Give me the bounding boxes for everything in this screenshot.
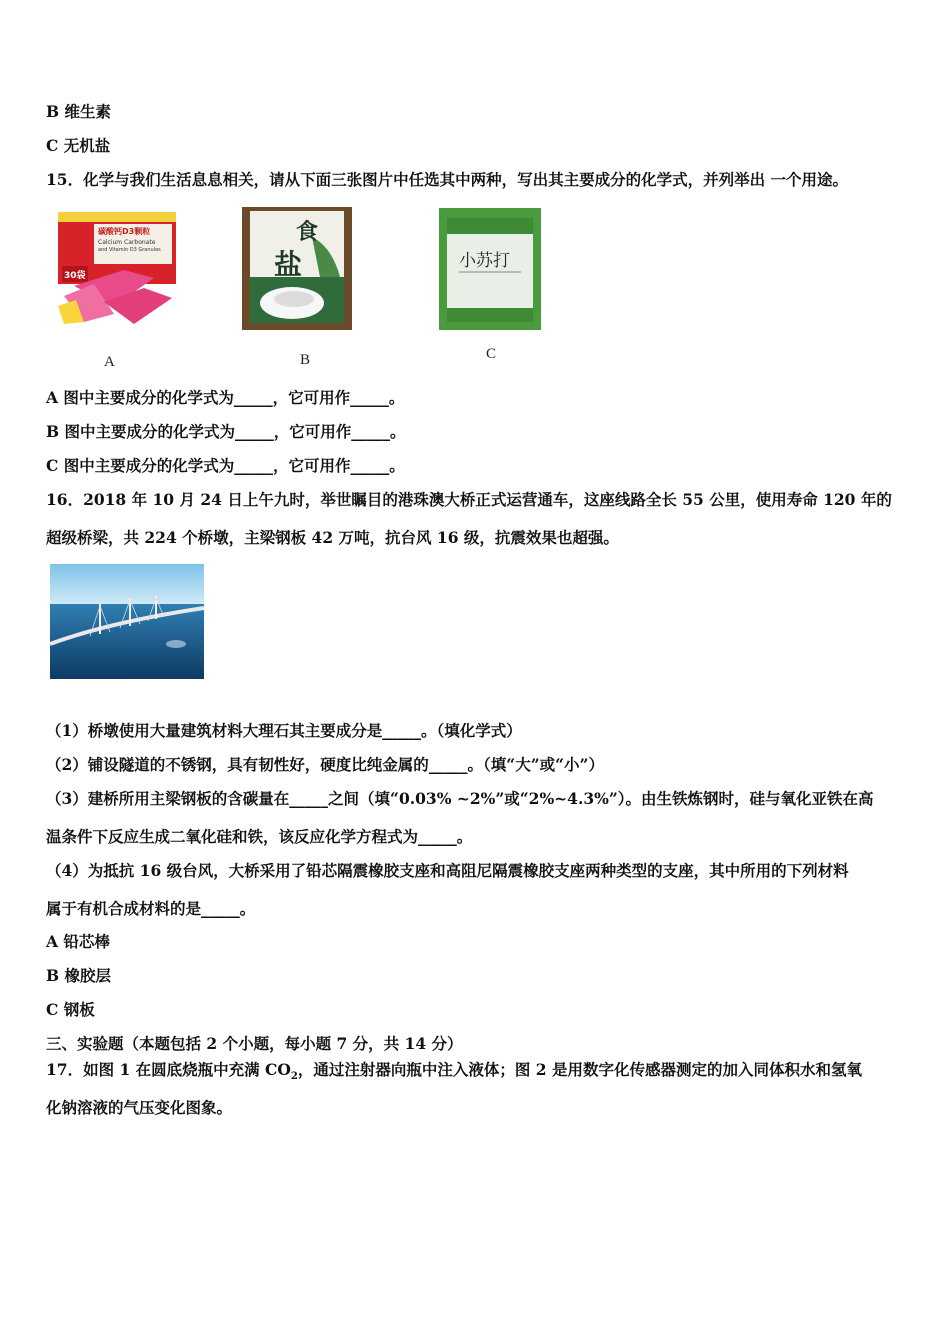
q16-option-c: C 钢板 <box>46 1000 95 1019</box>
q16-stem-line1: 16．2018 年 10 月 24 日上午九时，举世瞩目的港珠澳大桥正式运营通车，这座线路全长 55 公里，使用寿命 120 年的 <box>46 490 892 509</box>
q16-stem-line2: 超级桥梁，共 224 个桥墩，主梁钢板 42 万吨，抗台风 16 级，抗震效果也超强。 <box>46 528 619 547</box>
calcium-carbonate-image <box>54 206 182 328</box>
caption-a: A <box>104 354 115 370</box>
q17-line1-pre: 17．如图 1 在圆底烧瓶中充满 CO <box>46 1060 291 1079</box>
q16-sub1: （1）桥墩使用大量建筑材料大理石其主要成分是_____。（填化学式） <box>46 721 522 740</box>
section-title: 三、实验题（本题包括 2 个小题，每小题 7 分，共 14 分） <box>46 1034 463 1053</box>
q17-line2: 化钠溶液的气压变化图象。 <box>46 1098 233 1117</box>
q17-line1-post: ，通过注射器向瓶中注入液体；图 2 是用数字化传感器测定的加入同体积水和氢氧 <box>297 1060 862 1079</box>
option-b: B 维生素 <box>46 102 111 121</box>
q16-sub3-line2: 温条件下反应生成二氧化硅和铁，该反应化学方程式为_____。 <box>46 827 473 846</box>
option-c: C 无机盐 <box>46 136 111 155</box>
q16-option-b: B 橡胶层 <box>46 966 111 985</box>
bag-char1: 食 <box>296 219 319 245</box>
bridge-illustration <box>50 564 204 679</box>
q15-stem: 15．化学与我们生活息息相关，请从下面三张图片中任选其中两种，写出其主要成分的化学式，并列举出 一个用途。 <box>46 170 848 189</box>
soda-bag-text: 小苏打 <box>459 251 510 271</box>
bridge-image <box>50 564 204 679</box>
caption-c: C <box>486 346 497 362</box>
q15-line-c: C 图中主要成分的化学式为_____，它可用作_____。 <box>46 456 405 475</box>
q16-sub2: （2）铺设隧道的不锈钢，具有韧性好，硬度比纯金属的_____。（填“大”或“小”） <box>46 755 604 774</box>
box-count: 30袋 <box>64 271 86 281</box>
q15-line-b: B 图中主要成分的化学式为_____，它可用作_____。 <box>46 422 406 441</box>
q17-line1-sub: 2 <box>290 1071 298 1083</box>
baking-soda-image <box>439 208 541 330</box>
calcium-box-illustration <box>54 206 182 328</box>
bag-char2: 盐 <box>274 248 303 281</box>
q16-sub3-line1: （3）建桥所用主梁钢板的含碳量在_____之间（填“0.03% ~2%”或“2%~4.3%”）。由生铁炼钢时，硅与氧化亚铁在高 <box>46 789 874 808</box>
box-sub1: Calcium Carbonate <box>98 239 156 246</box>
q16-option-a: A 铅芯棒 <box>46 932 110 951</box>
salt-bag-image <box>242 207 352 330</box>
q16-sub4-line1: （4）为抵抗 16 级台风，大桥采用了铅芯隔震橡胶支座和高阻尼隔震橡胶支座两种类型的支座，其中所用的下列材料 <box>46 861 849 880</box>
caption-b: B <box>300 352 311 368</box>
q16-sub4-line2: 属于有机合成材料的是_____。 <box>46 899 256 918</box>
box-title: 碳酸钙D3颗粒 <box>98 227 151 236</box>
q17-line1 <box>46 1060 862 1087</box>
box-sub2: and Vitamin D3 Granules <box>98 247 161 253</box>
q15-line-a: A 图中主要成分的化学式为_____，它可用作_____。 <box>46 388 405 407</box>
